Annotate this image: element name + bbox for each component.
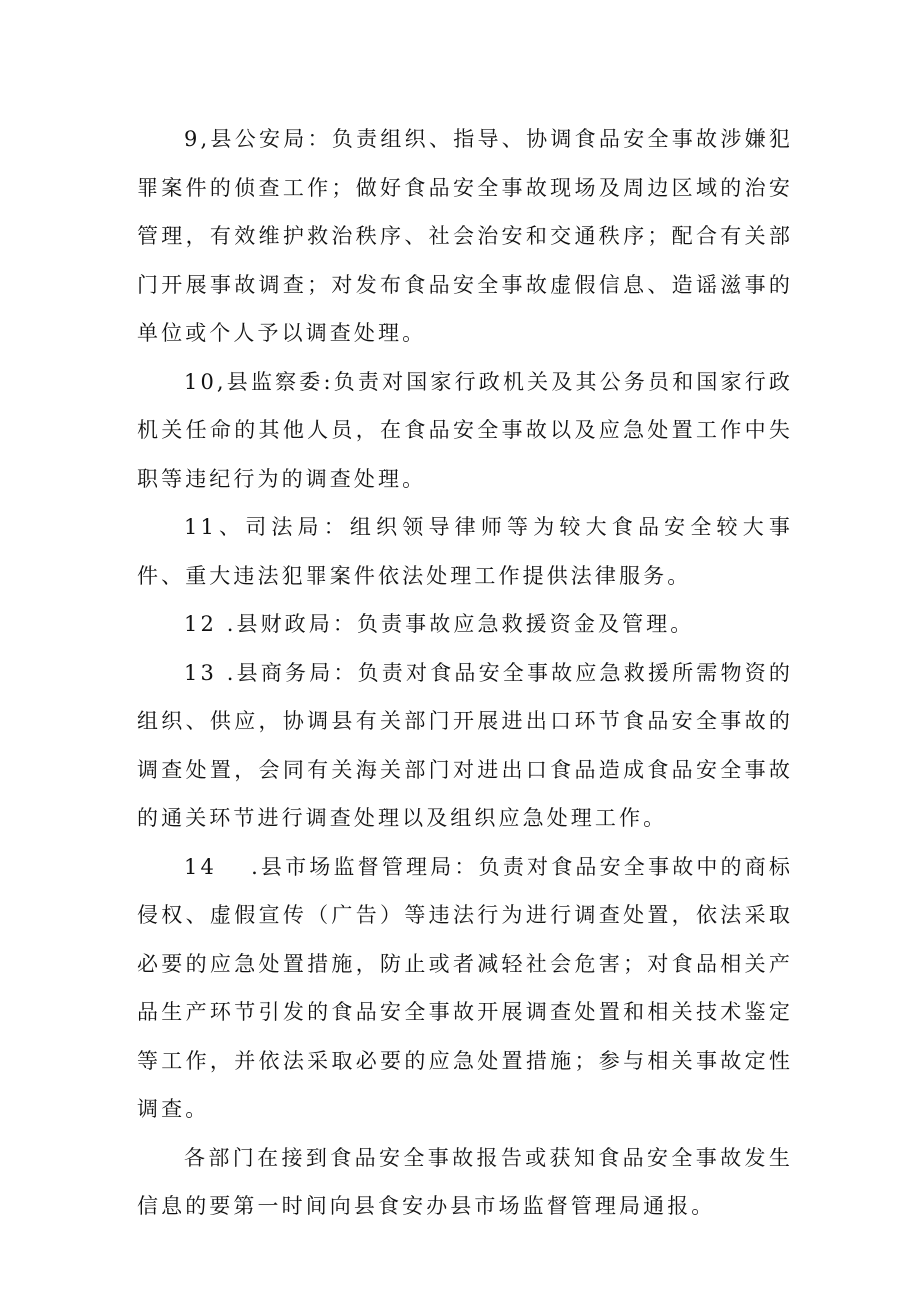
document-body — [137, 115, 793, 1231]
paragraph-supervision-commission: 10,县监察委:负责对国家行政机关及其公务员和国家行政机关任命的其他人员，在食品安全事故以及应急处置工作中失职等违纪行为的调查处理。 — [137, 369, 793, 491]
paragraph-justice-bureau: 11、司法局：组织领导律师等为较大食品安全较大事件、重大违法犯罪案件依法处理工作提供法律服务。 — [137, 515, 793, 588]
paragraph-notification-requirement: 各部门在接到食品安全事故报告或获知食品安全事故发生信息的要第一时间向县食安办县市场监督管理局通报。 — [137, 1145, 793, 1218]
paragraph-market-supervision-bureau: 14 .县市场监督管理局：负责对食品安全事故中的商标侵权、虚假宣传（广告）等违法行为进行调查处置，依法采取必要的应急处置措施，防止或者减轻社会危害；对食品相关产品生产环节引发的食品安全事故开展调查处置和相关技术鉴定等工作，并依法采取必要的应急处置措施；参与相关事故定性调查。 — [137, 854, 793, 1121]
paragraph-public-security-bureau: 9,县公安局：负责组织、指导、协调食品安全事故涉嫌犯罪案件的侦查工作；做好食品安全事故现场及周边区域的治安管理，有效维护救治秩序、社会治安和交通秩序；配合有关部门开展事故调查；对发布食品安全事故虚假信息、造谣滋事的单位或个人予以调查处理。 — [137, 127, 793, 345]
paragraph-finance-bureau: 12 .县财政局：负责事故应急救援资金及管理。 — [184, 612, 695, 636]
paragraph-commerce-bureau: 13 .县商务局：负责对食品安全事故应急救援所需物资的组织、供应，协调县有关部门开展进出口环节食品安全事故的调查处置，会同有关海关部门对进出口食品造成食品安全事故的通关环节进行调查处理以及组织应急处理工作。 — [137, 660, 793, 830]
